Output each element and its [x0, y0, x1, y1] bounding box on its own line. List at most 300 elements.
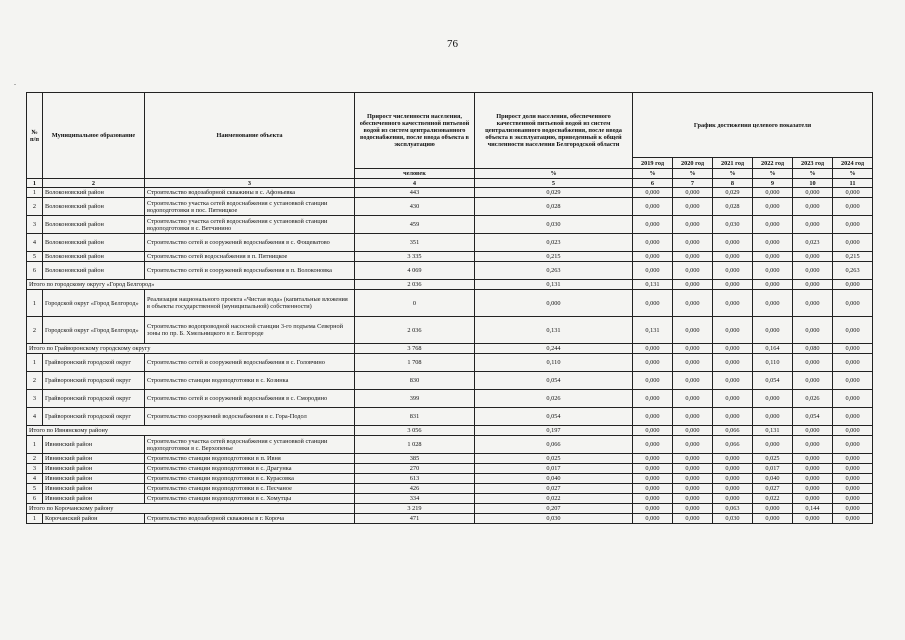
share-growth-cell: 0,244	[475, 344, 633, 354]
year-value-cell: 0,000	[753, 262, 793, 280]
year-value-cell: 0,000	[713, 390, 753, 408]
municipality-cell: Грайворонский городской округ	[43, 408, 145, 426]
header-object: Наименование объекта	[145, 93, 355, 179]
year-value-cell: 0,000	[633, 514, 673, 524]
share-growth-cell: 0,131	[475, 317, 633, 344]
year-value-cell: 0,000	[793, 494, 833, 504]
table-row	[27, 188, 873, 198]
year-value-cell: 0,000	[793, 354, 833, 372]
year-value-cell: 0,000	[793, 188, 833, 198]
year-value-cell: 0,000	[833, 280, 873, 290]
year-value-cell: 0,000	[713, 354, 753, 372]
header-share-growth: Прирост доли населения, обеспеченного качественной питьевой водой из систем централизованного водоснабжения, после ввода объекта в эксплуатацию, приведенный к общей численности населения Белгородской области	[475, 93, 633, 169]
object-cell: Строительство участка сетей водоснабжения с установкой станции водоподготовки в с. Ветчинино	[145, 216, 355, 234]
share-growth-cell: 0,017	[475, 464, 633, 474]
row-number: 5	[27, 484, 43, 494]
object-cell: Строительство водозаборной скважины в г. Короча	[145, 514, 355, 524]
total-label: Итого по Грайворонскому городскому округу	[27, 344, 355, 354]
year-value-cell: 0,000	[713, 262, 753, 280]
year-value-cell: 0,000	[633, 390, 673, 408]
share-growth-cell: 0,197	[475, 426, 633, 436]
header-schedule: График достижения целевого показателя	[633, 93, 873, 158]
year-value-cell: 0,000	[673, 234, 713, 252]
year-value-cell: 0,000	[673, 504, 713, 514]
year-value-cell: 0,000	[793, 198, 833, 216]
total-label: Итого по городскому округу «Город Белгород»	[27, 280, 355, 290]
municipality-cell: Ивнянский район	[43, 474, 145, 484]
year-value-cell: 0,000	[633, 408, 673, 426]
year-value-cell: 0,000	[713, 317, 753, 344]
year-value-cell: 0,027	[753, 484, 793, 494]
year-value-cell: 0,000	[633, 484, 673, 494]
year-value-cell: 0,080	[793, 344, 833, 354]
year-value-cell: 0,000	[673, 464, 713, 474]
year-value-cell: 0,026	[793, 390, 833, 408]
page-number: 76	[447, 38, 458, 50]
total-row	[27, 280, 873, 290]
table-body	[27, 188, 873, 524]
object-cell: Строительство станции водоподготовки в с. Песчаное	[145, 484, 355, 494]
year-value-cell: 0,000	[673, 494, 713, 504]
table-row	[27, 317, 873, 344]
year-value-cell: 0,000	[753, 198, 793, 216]
municipality-cell: Ивнянский район	[43, 454, 145, 464]
row-number: 1	[27, 354, 43, 372]
object-cell: Строительство участка сетей водоснабжения с установкой станции водоподготовки в пос. Пятницкое	[145, 198, 355, 216]
share-growth-cell: 0,215	[475, 252, 633, 262]
table-header	[27, 93, 873, 188]
year-value-cell: 0,000	[753, 317, 793, 344]
population-growth-cell: 2 036	[355, 317, 475, 344]
table-row	[27, 262, 873, 280]
year-value-cell: 0,000	[633, 494, 673, 504]
share-growth-cell: 0,027	[475, 484, 633, 494]
municipality-cell: Ивнянский район	[43, 464, 145, 474]
header-year: 2019 год	[633, 158, 673, 169]
year-value-cell: 0,000	[753, 514, 793, 524]
population-growth-cell: 3 056	[355, 426, 475, 436]
share-growth-cell: 0,030	[475, 514, 633, 524]
year-value-cell: 0,000	[633, 262, 673, 280]
year-value-cell: 0,000	[833, 494, 873, 504]
share-growth-cell: 0,026	[475, 390, 633, 408]
year-value-cell: 0,000	[833, 408, 873, 426]
municipality-cell: Грайворонский городской округ	[43, 390, 145, 408]
header-unit-percent: %	[475, 169, 633, 179]
population-growth-cell: 443	[355, 188, 475, 198]
year-value-cell: 0,000	[673, 198, 713, 216]
year-value-cell: 0,000	[673, 426, 713, 436]
year-value-cell: 0,000	[713, 474, 753, 484]
year-value-cell: 0,000	[633, 474, 673, 484]
object-cell: Строительство сетей и сооружений водоснабжения в с. Фощеватово	[145, 234, 355, 252]
table-row	[27, 436, 873, 454]
population-growth-cell: 270	[355, 464, 475, 474]
municipality-cell: Корочанский район	[43, 514, 145, 524]
year-value-cell: 0,000	[713, 464, 753, 474]
year-value-cell: 0,000	[753, 390, 793, 408]
year-value-cell: 0,000	[833, 454, 873, 464]
water-supply-table	[26, 92, 873, 524]
table-row	[27, 514, 873, 524]
year-value-cell: 0,000	[833, 290, 873, 317]
population-growth-cell: 385	[355, 454, 475, 464]
header-year: 2021 год	[713, 158, 753, 169]
population-growth-cell: 613	[355, 474, 475, 484]
municipality-cell: Волоконовский район	[43, 216, 145, 234]
row-number: 3	[27, 464, 43, 474]
total-label: Итого по Корочанскому району	[27, 504, 355, 514]
year-value-cell: 0,000	[673, 474, 713, 484]
population-growth-cell: 399	[355, 390, 475, 408]
year-value-cell: 0,000	[793, 290, 833, 317]
year-value-cell: 0,000	[713, 234, 753, 252]
year-value-cell: 0,000	[833, 317, 873, 344]
year-value-cell: 0,000	[753, 290, 793, 317]
year-value-cell: 0,000	[833, 504, 873, 514]
row-number: 1	[27, 436, 43, 454]
year-value-cell: 0,000	[673, 216, 713, 234]
header-year: 2020 год	[673, 158, 713, 169]
year-value-cell: 0,000	[833, 198, 873, 216]
municipality-cell: Ивнянский район	[43, 484, 145, 494]
object-cell: Строительство станции водоподготовки в с. Козинка	[145, 372, 355, 390]
table-row	[27, 198, 873, 216]
year-value-cell: 0,000	[833, 484, 873, 494]
row-number: 4	[27, 474, 43, 484]
table-row	[27, 354, 873, 372]
row-number: 3	[27, 216, 43, 234]
table-row	[27, 474, 873, 484]
object-cell: Строительство сетей и сооружений водоснабжения в с. Смородино	[145, 390, 355, 408]
table-row	[27, 494, 873, 504]
object-cell: Строительство водозаборной скважины в с. Афоньевка	[145, 188, 355, 198]
share-growth-cell: 0,030	[475, 216, 633, 234]
year-value-cell: 0,066	[713, 436, 753, 454]
share-growth-cell: 0,207	[475, 504, 633, 514]
year-value-cell: 0,263	[833, 262, 873, 280]
header-unit-percent: %	[633, 169, 673, 179]
header-unit-percent: %	[793, 169, 833, 179]
year-value-cell: 0,000	[673, 372, 713, 390]
year-value-cell: 0,000	[633, 216, 673, 234]
share-growth-cell: 0,054	[475, 372, 633, 390]
year-value-cell: 0,000	[633, 234, 673, 252]
year-value-cell: 0,066	[713, 426, 753, 436]
year-value-cell: 0,000	[633, 354, 673, 372]
share-growth-cell: 0,022	[475, 494, 633, 504]
year-value-cell: 0,131	[633, 317, 673, 344]
year-value-cell: 0,000	[833, 344, 873, 354]
row-number: 3	[27, 390, 43, 408]
object-cell: Реализация национального проекта «Чистая вода» (капитальные вложения в объекты государственной (муниципальной) собственности)	[145, 290, 355, 317]
municipality-cell: Грайворонский городской округ	[43, 354, 145, 372]
share-growth-cell: 0,029	[475, 188, 633, 198]
row-number: 1	[27, 514, 43, 524]
row-number: 1	[27, 188, 43, 198]
year-value-cell: 0,000	[713, 280, 753, 290]
year-value-cell: 0,000	[753, 252, 793, 262]
object-cell: Строительство станции водоподготовки в с. Хомутцы	[145, 494, 355, 504]
header-unit-percent: %	[713, 169, 753, 179]
object-cell: Строительство сооружений водоснабжения в с. Гора-Подол	[145, 408, 355, 426]
table-row	[27, 454, 873, 464]
year-value-cell: 0,000	[833, 436, 873, 454]
share-growth-cell: 0,023	[475, 234, 633, 252]
year-value-cell: 0,000	[673, 454, 713, 464]
year-value-cell: 0,022	[753, 494, 793, 504]
year-value-cell: 0,023	[793, 234, 833, 252]
year-value-cell: 0,000	[793, 280, 833, 290]
year-value-cell: 0,000	[793, 216, 833, 234]
row-number: 2	[27, 198, 43, 216]
population-growth-cell: 1 708	[355, 354, 475, 372]
population-growth-cell: 471	[355, 514, 475, 524]
year-value-cell: 0,000	[713, 494, 753, 504]
population-growth-cell: 334	[355, 494, 475, 504]
header-column-number: 1	[27, 179, 43, 188]
header-column-number: 11	[833, 179, 873, 188]
year-value-cell: 0,040	[753, 474, 793, 484]
row-number: 2	[27, 372, 43, 390]
share-growth-cell: 0,131	[475, 280, 633, 290]
share-growth-cell: 0,025	[475, 454, 633, 464]
year-value-cell: 0,000	[793, 252, 833, 262]
year-value-cell: 0,000	[833, 426, 873, 436]
year-value-cell: 0,000	[793, 484, 833, 494]
year-value-cell: 0,000	[673, 390, 713, 408]
year-value-cell: 0,063	[713, 504, 753, 514]
year-value-cell: 0,000	[833, 372, 873, 390]
year-value-cell: 0,131	[753, 426, 793, 436]
header-unit-percent: %	[833, 169, 873, 179]
population-growth-cell: 2 036	[355, 280, 475, 290]
year-value-cell: 0,000	[673, 436, 713, 454]
row-number: 1	[27, 290, 43, 317]
year-value-cell: 0,000	[633, 454, 673, 464]
header-column-number: 10	[793, 179, 833, 188]
header-year: 2023 год	[793, 158, 833, 169]
object-cell: Строительство станции водоподготовки в п. Ивня	[145, 454, 355, 464]
share-growth-cell: 0,066	[475, 436, 633, 454]
population-growth-cell: 459	[355, 216, 475, 234]
row-number: 4	[27, 234, 43, 252]
table-row	[27, 252, 873, 262]
year-value-cell: 0,000	[673, 188, 713, 198]
year-value-cell: 0,000	[673, 484, 713, 494]
year-value-cell: 0,000	[833, 234, 873, 252]
year-value-cell: 0,000	[713, 252, 753, 262]
year-value-cell: 0,000	[833, 188, 873, 198]
year-value-cell: 0,000	[673, 262, 713, 280]
year-value-cell: 0,110	[753, 354, 793, 372]
year-value-cell: 0,054	[753, 372, 793, 390]
year-value-cell: 0,000	[713, 408, 753, 426]
year-value-cell: 0,000	[633, 344, 673, 354]
object-cell: Строительство станции водоподготовки в с. Драгунка	[145, 464, 355, 474]
year-value-cell: 0,000	[633, 252, 673, 262]
year-value-cell: 0,000	[633, 188, 673, 198]
header-column-number: 9	[753, 179, 793, 188]
municipality-cell: Городской округ «Город Белгород»	[43, 290, 145, 317]
year-value-cell: 0,000	[713, 484, 753, 494]
year-value-cell: 0,000	[713, 344, 753, 354]
share-growth-cell: 0,110	[475, 354, 633, 372]
year-value-cell: 0,000	[793, 317, 833, 344]
header-year: 2022 год	[753, 158, 793, 169]
year-value-cell: 0,000	[633, 198, 673, 216]
year-value-cell: 0,164	[753, 344, 793, 354]
year-value-cell: 0,030	[713, 216, 753, 234]
year-value-cell: 0,000	[673, 514, 713, 524]
year-value-cell: 0,000	[633, 436, 673, 454]
row-number: 5	[27, 252, 43, 262]
table-row	[27, 216, 873, 234]
header-unit-percent: %	[753, 169, 793, 179]
year-value-cell: 0,000	[673, 344, 713, 354]
municipality-cell: Ивнянский район	[43, 494, 145, 504]
year-value-cell: 0,000	[833, 216, 873, 234]
header-column-number: 8	[713, 179, 753, 188]
year-value-cell: 0,000	[833, 514, 873, 524]
year-value-cell: 0,000	[833, 354, 873, 372]
population-growth-cell: 3 768	[355, 344, 475, 354]
header-column-number: 6	[633, 179, 673, 188]
year-value-cell: 0,000	[753, 408, 793, 426]
table-row	[27, 408, 873, 426]
year-value-cell: 0,000	[833, 474, 873, 484]
header-column-number: 7	[673, 179, 713, 188]
header-municipality: Муниципальное образование	[43, 93, 145, 179]
object-cell: Строительство сетей и сооружений водоснабжения в п. Волоконовка	[145, 262, 355, 280]
row-number: 6	[27, 494, 43, 504]
year-value-cell: 0,054	[793, 408, 833, 426]
year-value-cell: 0,000	[673, 408, 713, 426]
year-value-cell: 0,131	[633, 280, 673, 290]
year-value-cell: 0,000	[673, 290, 713, 317]
share-growth-cell: 0,000	[475, 290, 633, 317]
year-value-cell: 0,000	[793, 464, 833, 474]
year-value-cell: 0,000	[753, 504, 793, 514]
header-unit-percent: %	[673, 169, 713, 179]
row-number: 2	[27, 317, 43, 344]
share-growth-cell: 0,263	[475, 262, 633, 280]
population-growth-cell: 426	[355, 484, 475, 494]
year-value-cell: 0,000	[753, 436, 793, 454]
total-row	[27, 426, 873, 436]
year-value-cell: 0,000	[793, 262, 833, 280]
year-value-cell: 0,000	[793, 474, 833, 484]
year-value-cell: 0,000	[633, 504, 673, 514]
year-value-cell: 0,000	[633, 426, 673, 436]
total-row	[27, 504, 873, 514]
year-value-cell: 0,000	[833, 464, 873, 474]
population-growth-cell: 831	[355, 408, 475, 426]
year-value-cell: 0,017	[753, 464, 793, 474]
year-value-cell: 0,000	[753, 188, 793, 198]
population-growth-cell: 430	[355, 198, 475, 216]
municipality-cell: Волоконовский район	[43, 198, 145, 216]
object-cell: Строительство станции водоподготовки в с. Курасовка	[145, 474, 355, 484]
year-value-cell: 0,000	[753, 234, 793, 252]
year-value-cell: 0,000	[713, 454, 753, 464]
year-value-cell: 0,000	[713, 372, 753, 390]
row-number: 4	[27, 408, 43, 426]
object-cell: Строительство сетей водоснабжения в п. Пятницкое	[145, 252, 355, 262]
table-row	[27, 234, 873, 252]
object-cell: Строительство сетей и сооружений водоснабжения в с. Головчино	[145, 354, 355, 372]
object-cell: Строительство водопроводной насосной станции 3-го подъема Северной зоны по пр. Б. Хмельницкого в г. Белгороде	[145, 317, 355, 344]
year-value-cell: 0,000	[793, 372, 833, 390]
year-value-cell: 0,000	[673, 354, 713, 372]
row-number: 2	[27, 454, 43, 464]
header-unit-people: человек	[355, 169, 475, 179]
year-value-cell: 0,000	[793, 426, 833, 436]
year-value-cell: 0,000	[833, 390, 873, 408]
population-growth-cell: 3 219	[355, 504, 475, 514]
total-label: Итого по Ивнянскому району	[27, 426, 355, 436]
share-growth-cell: 0,054	[475, 408, 633, 426]
header-column-number: 4	[355, 179, 475, 188]
margin-mark: .	[14, 78, 16, 87]
year-value-cell: 0,000	[793, 436, 833, 454]
table-row	[27, 290, 873, 317]
total-row	[27, 344, 873, 354]
year-value-cell: 0,000	[633, 372, 673, 390]
municipality-cell: Ивнянский район	[43, 436, 145, 454]
header-column-number: 2	[43, 179, 145, 188]
year-value-cell: 0,025	[753, 454, 793, 464]
header-column-number: 5	[475, 179, 633, 188]
row-number: 6	[27, 262, 43, 280]
year-value-cell: 0,000	[793, 454, 833, 464]
year-value-cell: 0,000	[633, 464, 673, 474]
year-value-cell: 0,030	[713, 514, 753, 524]
municipality-cell: Грайворонский городской округ	[43, 372, 145, 390]
population-growth-cell: 830	[355, 372, 475, 390]
municipality-cell: Волоконовский район	[43, 234, 145, 252]
municipality-cell: Волоконовский район	[43, 252, 145, 262]
population-growth-cell: 3 335	[355, 252, 475, 262]
year-value-cell: 0,215	[833, 252, 873, 262]
year-value-cell: 0,000	[753, 216, 793, 234]
year-value-cell: 0,000	[673, 280, 713, 290]
table-row	[27, 372, 873, 390]
object-cell: Строительство участка сетей водоснабжения с установкой станции водоподготовки в с. Верхопенье	[145, 436, 355, 454]
population-growth-cell: 0	[355, 290, 475, 317]
year-value-cell: 0,000	[753, 280, 793, 290]
header-year: 2024 год	[833, 158, 873, 169]
table-row	[27, 484, 873, 494]
year-value-cell: 0,000	[673, 252, 713, 262]
municipality-cell: Волоконовский район	[43, 188, 145, 198]
year-value-cell: 0,000	[633, 290, 673, 317]
year-value-cell: 0,028	[713, 198, 753, 216]
share-growth-cell: 0,028	[475, 198, 633, 216]
table-row	[27, 390, 873, 408]
table-row	[27, 464, 873, 474]
share-growth-cell: 0,040	[475, 474, 633, 484]
header-column-number: 3	[145, 179, 355, 188]
year-value-cell: 0,029	[713, 188, 753, 198]
population-growth-cell: 1 028	[355, 436, 475, 454]
municipality-cell: Городской округ «Город Белгород»	[43, 317, 145, 344]
year-value-cell: 0,144	[793, 504, 833, 514]
year-value-cell: 0,000	[673, 317, 713, 344]
population-growth-cell: 4 069	[355, 262, 475, 280]
population-growth-cell: 351	[355, 234, 475, 252]
year-value-cell: 0,000	[793, 514, 833, 524]
